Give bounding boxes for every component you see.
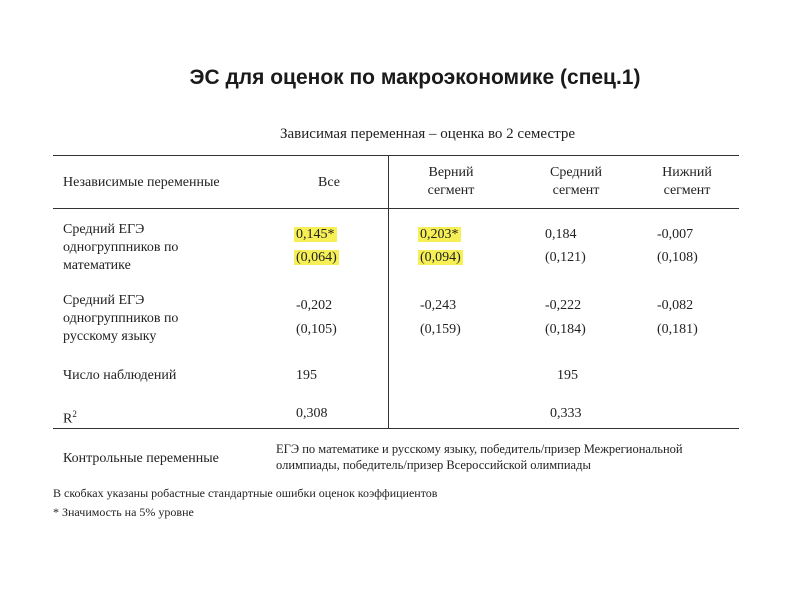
r2-all: 0,308 [296, 406, 328, 421]
row-rus-label-line1: Средний ЕГЭ [63, 293, 145, 308]
header-col-low-line2: сегмент [663, 183, 711, 198]
row-math-label-line2: одногруппников по [63, 240, 179, 255]
rus-upper-se: (0,159) [420, 322, 461, 337]
row-math-label-line3: математике [63, 258, 131, 273]
n-segments: 195 [557, 368, 578, 383]
math-low-se: (0,108) [657, 250, 698, 265]
math-all-se [296, 249, 339, 267]
rus-mid-coef: -0,222 [545, 298, 582, 313]
rus-all-se: (0,105) [296, 322, 337, 337]
page-title: ЭС для оценок по макроэкономике (спец.1) [189, 66, 641, 89]
table-subtitle: Зависимая переменная – оценка во 2 семестре [280, 126, 576, 142]
rus-all-coef: -0,202 [296, 298, 333, 313]
note-significance: * Значимость на 5% уровне [53, 505, 194, 519]
rus-mid-se: (0,184) [545, 322, 586, 337]
rule-vertical [388, 156, 389, 428]
math-mid-coef: 0,184 [545, 227, 577, 242]
header-col-upper-line2: сегмент [427, 183, 475, 198]
math-mid-se: (0,121) [545, 250, 586, 265]
math-upper-coef [420, 226, 461, 244]
header-col-low-line1: Нижний [662, 165, 712, 180]
row-rus-label [63, 292, 178, 346]
math-all-coef-text: 0,145* [296, 227, 335, 242]
math-all-coef [296, 226, 337, 244]
r2-superscript: 2 [72, 409, 77, 419]
row-math-label [63, 221, 178, 275]
row-rus-label-line3: русскому языку [63, 329, 157, 344]
controls-text-line1: ЕГЭ по математике и русскому языку, победитель/призер Межрегиональной [276, 442, 683, 456]
r2-segments: 0,333 [550, 406, 582, 421]
math-upper-coef-text: 0,203* [420, 227, 459, 242]
math-upper-se-text: (0,094) [420, 250, 461, 265]
rus-upper-coef: -0,243 [420, 298, 457, 313]
math-upper-se [420, 249, 463, 267]
row-rus-label-line2: одногруппников по [63, 311, 179, 326]
n-all: 195 [296, 368, 317, 383]
row-math-label-line1: Средний ЕГЭ [63, 222, 145, 237]
header-col-upper [415, 164, 487, 200]
rus-low-coef: -0,082 [657, 298, 694, 313]
row-n-label: Число наблюдений [63, 368, 177, 383]
header-col-upper-line1: Верний [428, 165, 474, 180]
header-col-all: Все [318, 175, 340, 190]
header-col-mid [538, 164, 614, 200]
header-col-low [650, 164, 724, 200]
rule-header [53, 208, 739, 209]
math-low-coef: -0,007 [657, 227, 694, 242]
math-all-se-text: (0,064) [296, 250, 337, 265]
controls-text-line2: олимпиады, победитель/призер Всероссийской олимпиады [276, 458, 591, 472]
controls-text [276, 441, 683, 473]
row-controls-label: Контрольные переменные [63, 451, 219, 466]
note-robust-errors: В скобках указаны робастные стандартные ошибки оценок коэффициентов [53, 486, 438, 500]
header-col-mid-line1: Средний [550, 165, 602, 180]
header-col-mid-line2: сегмент [552, 183, 600, 198]
header-row-label: Независимые переменные [63, 175, 220, 190]
r2-letter: R [63, 411, 73, 427]
rus-low-se: (0,181) [657, 322, 698, 337]
rule-top [53, 155, 739, 156]
row-r2-label [63, 405, 77, 429]
rule-bottom [53, 428, 739, 429]
